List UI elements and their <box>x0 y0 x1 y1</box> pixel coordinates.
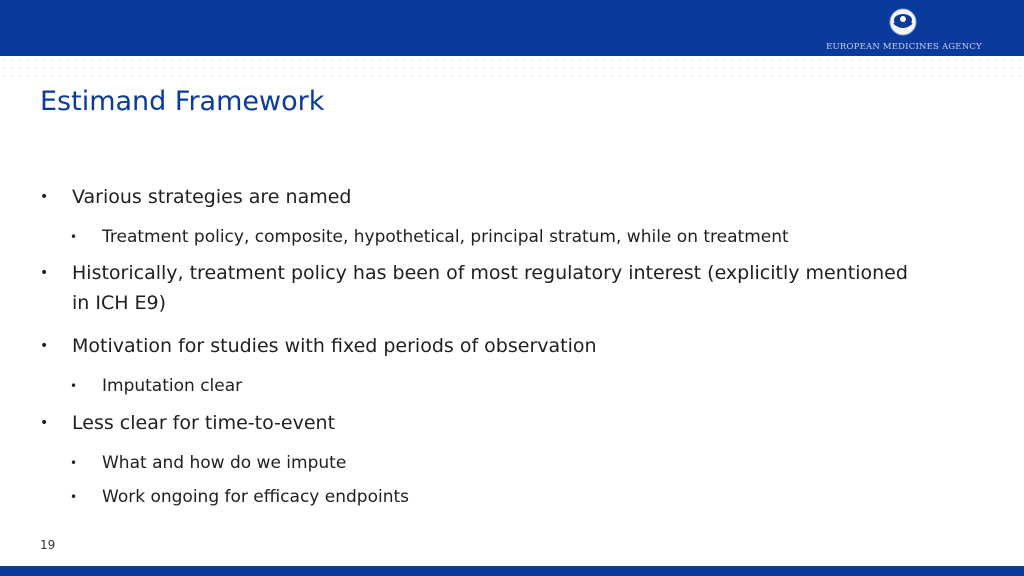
bullet-marker: • <box>40 189 49 205</box>
bullet-marker: • <box>70 379 78 393</box>
bullet-text: Work ongoing for efficacy endpoints <box>102 487 409 507</box>
ema-logo <box>824 7 984 53</box>
decorative-dot-band <box>0 56 1024 80</box>
bullet-text: Treatment policy, composite, hypothetical, principal stratum, while on treatment <box>102 227 789 247</box>
page-number: 19 <box>40 538 56 552</box>
bullet-marker: • <box>70 230 78 244</box>
bullet-text: Less clear for time-to-event <box>72 412 336 434</box>
ema-globe-icon <box>888 7 918 37</box>
bullet-marker: • <box>70 456 78 470</box>
bullet-text: Imputation clear <box>102 376 243 396</box>
bullet-text: Various strategies are named <box>72 186 352 208</box>
bullet-marker: • <box>40 415 49 431</box>
footer-bar <box>0 566 1024 576</box>
bullet-marker: • <box>40 338 49 354</box>
bullet-marker: • <box>70 490 78 504</box>
header-bar <box>0 0 1024 56</box>
slide-title: Estimand Framework <box>40 86 325 117</box>
bullet-marker: • <box>40 265 49 281</box>
bullet-text: Motivation for studies with fixed periods of observation <box>72 335 597 357</box>
logo-wordmark: EUROPEAN MEDICINES AGENCY <box>826 42 982 52</box>
bullet-text: Historically, treatment policy has been of most regulatory interest (explicitly mentioned in ICH E9) <box>72 262 908 314</box>
bullet-text: What and how do we impute <box>102 453 347 473</box>
